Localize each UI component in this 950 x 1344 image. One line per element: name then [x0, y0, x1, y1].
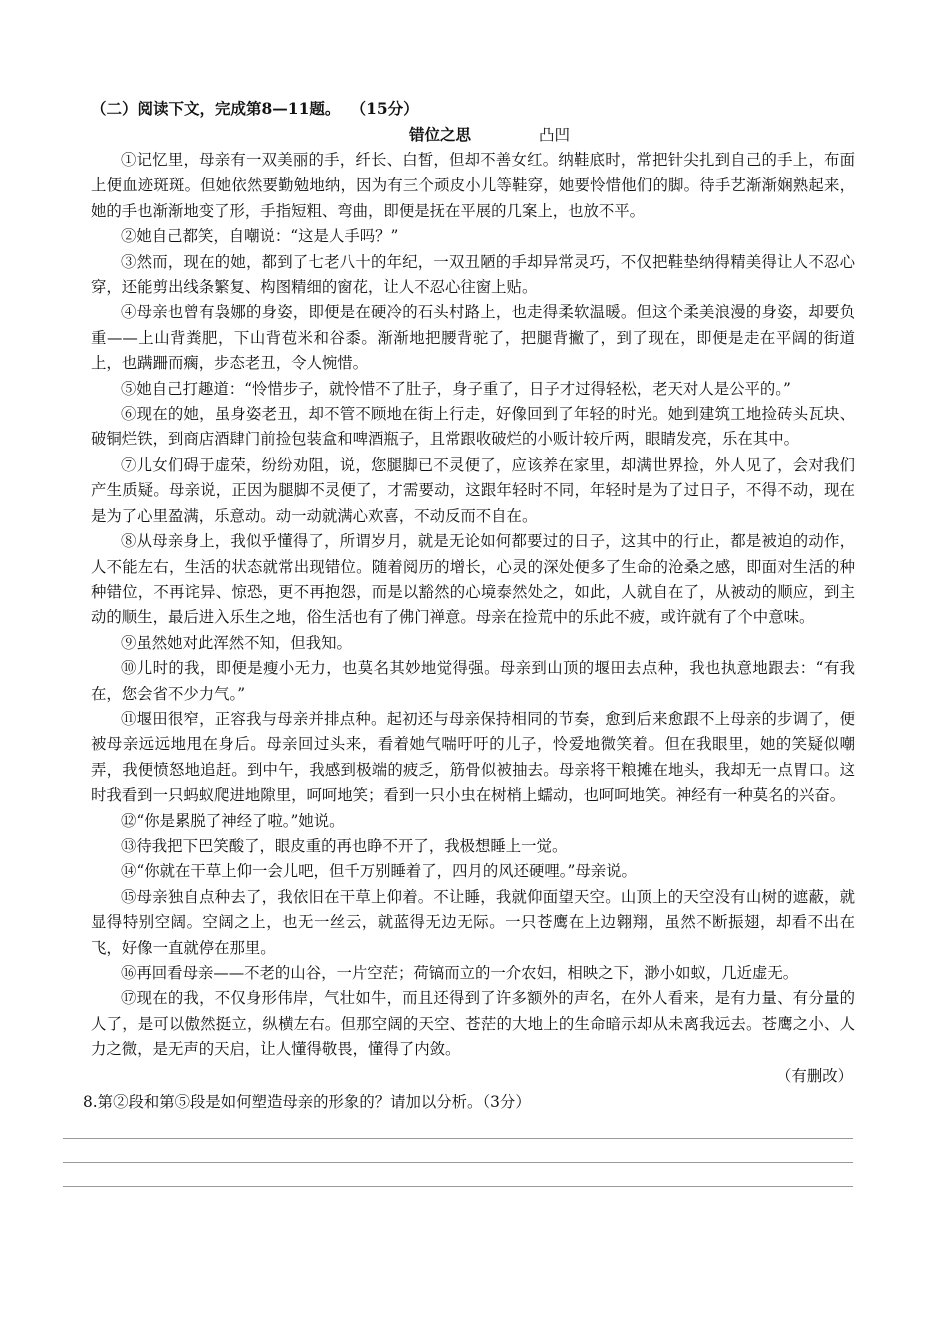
- paragraph-9: ⑨虽然她对此浑然不知，但我知。: [121, 633, 352, 652]
- paragraph-4: ④母亲也曾有袅娜的身姿，即便是在硬冷的石头村路上，也走得柔软温暖。但这个柔美浪漫的身姿，却要负重——上山背粪肥，下山背苞米和谷黍。渐渐地把腰背驼了，把腿背撇了，到了现在，即便是走在平阔的街道上，也蹒跚而瘸，步态老丑，令人惋惜。: [91, 303, 855, 373]
- article-header: [91, 122, 855, 148]
- paragraph-12: ⑫“你是累脱了神经了啦。”她说。: [121, 811, 345, 830]
- answer-area[interactable]: [91, 1115, 855, 1187]
- answer-line[interactable]: [63, 1139, 853, 1163]
- section-heading-text: （二）阅读下文，完成第8—11题。: [91, 99, 341, 118]
- paragraph-15: ⑮母亲独自点种去了，我依旧在干草上仰着。不让睡，我就仰面望天空。山顶上的天空没有山树的遮蔽，就显得特别空阔。空阔之上，也无一丝云，就蓝得无边无际。一只苍鹰在上边翱翔，虽然不断振翅，却看不出在飞，好像一直就停在那里。: [91, 887, 855, 957]
- paragraph-14: ⑭“你就在干草上仰一会儿吧，但千万别睡着了，四月的风还硬哩。”母亲说。: [121, 862, 637, 881]
- paragraph-13: ⑬待我把下巴笑酸了，眼皮重的再也睁不开了，我极想睡上一觉。: [121, 836, 568, 855]
- paragraph-10: ⑩儿时的我，即便是瘦小无力，也莫名其妙地觉得强。母亲到山顶的堰田去点种，我也执意地跟去：“有我在，您会省不少力气。”: [91, 659, 855, 703]
- paragraph-5: ⑤她自己打趣道：“怜惜步子，就怜惜不了肚子，身子重了，日子才过得轻松，老天对人是公平的。”: [121, 379, 791, 398]
- answer-line[interactable]: [63, 1163, 853, 1187]
- paragraph-7: ⑦儿女们碍于虚荣，纷纷劝阻，说，您腿脚已不灵便了，应该养在家里，却满世界捡，外人见了，会对我们产生质疑。母亲说，正因为腿脚不灵便了，才需要动，这跟年轻时不同，年轻时是为了过日子，不得不动，现在是为了心里盈满，乐意动。动一动就满心欢喜，不动反而不自在。: [91, 455, 855, 525]
- paragraph-16: ⑯再回看母亲——不老的山谷，一片空茫；荷镐而立的一介农妇，相映之下，渺小如蚁，几近虚无。: [121, 964, 799, 982]
- question-8: 8.第②段和第⑤段是如何塑造母亲的形象的？请加以分析。（3分）: [83, 1092, 531, 1111]
- paragraph-8: ⑧从母亲身上，我似乎懂得了，所谓岁月，就是无论如何都要过的日子，这其中的行止，都是被迫的动作，人不能左右，生活的状态就常出现错位。随着阅历的增长，心灵的深处便多了生命的沧桑之感，即面对生活的种种错位，不再诧异、惊恐，更不再抱怨，而是以豁然的心境泰然处之，如此，人就自在了，从被动的顺应，到主动的顺生，最后进入乐生之地，俗生活也有了佛门禅意。母亲在捡荒中的乐此不疲，或许就有了个中意味。: [91, 532, 855, 627]
- exam-page: [83, 96, 855, 1187]
- source-note: （有删改）: [776, 1066, 853, 1085]
- paragraph-6: ⑥现在的她，虽身姿老丑，却不管不顾地在街上行走，好像回到了年轻的时光。她到建筑工地捡砖头瓦块、破铜烂铁，到商店酒肆门前捡包装盒和啤酒瓶子，且常跟收破烂的小贩计较斤两，眼睛发亮，乐在其中。: [91, 405, 855, 449]
- paragraph-17: ⑰现在的我，不仅身形伟岸，气壮如牛，而且还得到了许多额外的声名，在外人看来，是有力量、有分量的人了，是可以傲然挺立，纵横左右。但那空阔的天空、苍茫的大地上的生命暗示却从未离我远去。苍鹰之小、人力之微，是无声的天启，让人懂得敬畏，懂得了内敛。: [91, 989, 855, 1059]
- paragraph-3: ③然而，现在的她，都到了七老八十的年纪，一双丑陋的手却异常灵巧，不仅把鞋垫纳得精美得让人不忍心穿，还能剪出线条繁复、构图精细的窗花，让人不忍心往窗上贴。: [91, 252, 855, 297]
- article-author: 凸凹: [539, 126, 571, 144]
- paragraph-2: ②她自己都笑，自嘲说：“这是人手吗？”: [121, 227, 399, 246]
- answer-line[interactable]: [63, 1115, 853, 1139]
- paragraph-11: ⑪堰田很窄，正容我与母亲并排点种。起初还与母亲保持相同的节奏，愈到后来愈跟不上母亲的步调了，便被母亲远远地甩在身后。母亲回过头来，看着她气喘吁吁的儿子，怜爱地微笑着。但在我眼里，她的笑疑似嘲弄，我便愤怒地追赶。到中午，我感到极端的疲乏，筋骨似被抽去。母亲将干粮摊在地头，我却无一点胃口。这时我看到一只蚂蚁爬进地隙里，呵呵地笑；看到一只小虫在树梢上蠕动，也呵呵地笑。神经有一种莫名的兴奋。: [91, 709, 855, 805]
- section-score: （15分）: [358, 99, 419, 118]
- article-body: [91, 148, 855, 1063]
- paragraph-1: ①记忆里，母亲有一双美丽的手，纤长、白皙，但却不善女红。纳鞋底时，常把针尖扎到自己的手上，布面上便血迹斑斑。但她依然要勤勉地纳，因为有三个顽皮小儿等鞋穿，她要怜惜他们的脚。待手艺渐渐娴熟起来，她的手也渐渐地变了形，手指短粗、弯曲，即便是抚在平展的几案上，也放不平。: [91, 151, 855, 220]
- article-title: 错位之思: [409, 125, 472, 144]
- section-heading: [91, 96, 855, 122]
